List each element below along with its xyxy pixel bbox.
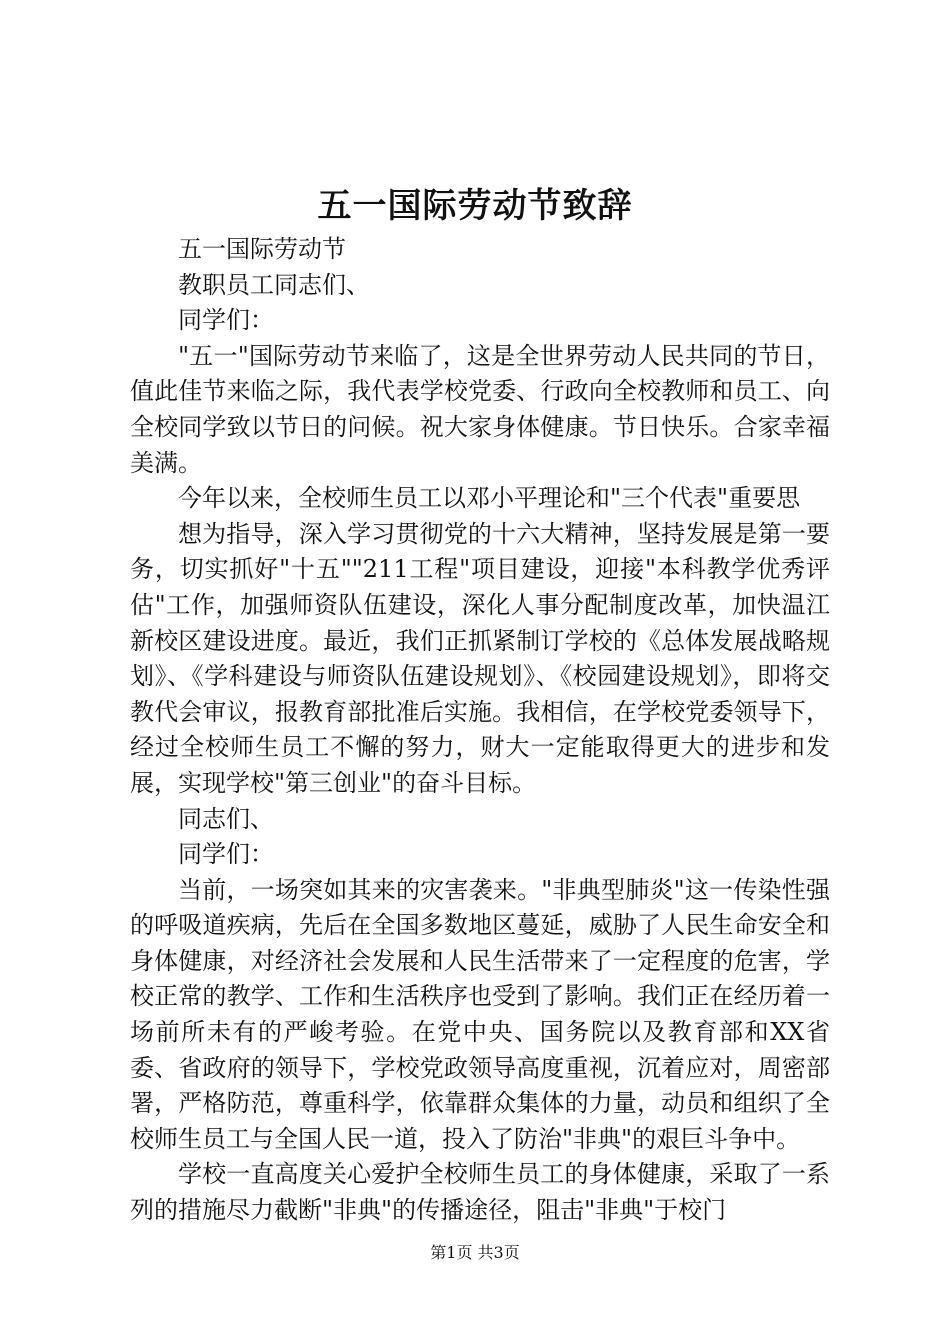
paragraph: 同学们： — [178, 306, 274, 335]
paragraph: 学校一直高度关心爱护全校师生员工的身体健康，采取了一系列的措施尽力截断"非典"的传播途径，阻击"非典"于校门 — [130, 1160, 830, 1225]
page-footer: 第1页 共3页 — [430, 1243, 520, 1262]
document-title: 五一国际劳动节致辞 — [317, 186, 633, 226]
paragraph: 今年以来，全校师生员工以邓小平理论和"三个代表"重要思 — [178, 484, 801, 513]
paragraph: "五一"国际劳动节来临了，这是全世界劳动人民共同的节日，值此佳节来临之际，我代表学校党委、行政向全校教师和员工、向全校同学致以节日的问候。祝大家身体健康。节日快乐。合家幸福美满。 — [130, 341, 830, 477]
paragraph: 教职员工同志们、 — [178, 270, 370, 299]
paragraph: 同志们、 — [178, 804, 274, 833]
paragraph: 同学们： — [178, 840, 274, 869]
paragraph: 当前，一场突如其来的灾害袭来。"非典型肺炎"这一传染性强的呼吸道疾病，先后在全国多数地区蔓延，威胁了人民生命安全和身体健康，对经济社会发展和人民生活带来了一定程度的危害，学校正常的教学、工作和生活秩序也受到了影响。我们正在经历着一场前所未有的严峻考验。在党中央、国务院以及教育部和XX省委、省政府的领导下，学校党政领导高度重视，沉着应对，周密部署，严格防范，尊重科学，依靠群众集体的力量，动员和组织了全校师生员工与全国人民一道，投入了防治"非典"的艰巨斗争中。 — [130, 875, 830, 1153]
document-body — [130, 232, 830, 1229]
paragraph: 想为指导，深入学习贯彻党的十六大精神，坚持发展是第一要务，切实抓好"十五""211工程"项目建设，迎接"本科教学优秀评估"工作，加强师资队伍建设，深化人事分配制度改革，加快温江新校区建设进度。最近，我们正抓紧制订学校的《总体发展战略规划》、《学科建设与师资队伍建设规划》、《校园建设规划》，即将交教代会审议，报教育部批准后实施。我相信，在学校党委领导下，经过全校师生员工不懈的努力，财大一定能取得更大的进步和发展，实现学校"第三创业"的奋斗目标。 — [130, 519, 830, 797]
paragraph: 五一国际劳动节 — [178, 235, 346, 263]
